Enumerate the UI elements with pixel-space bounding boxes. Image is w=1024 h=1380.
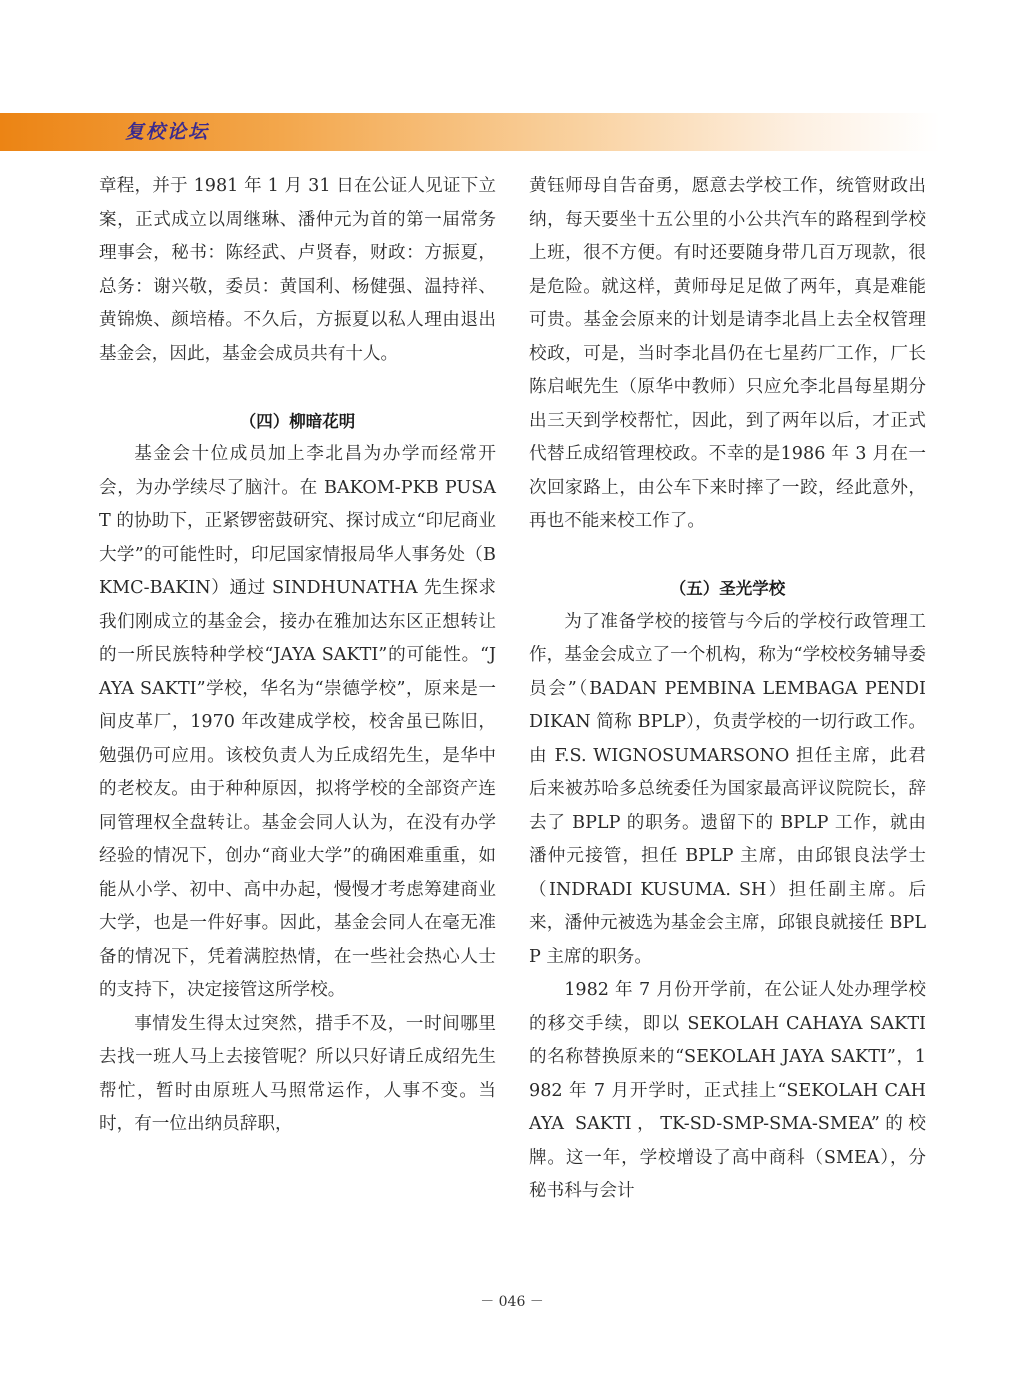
paragraph: 1982 年 7 月份开学前，在公证人处办理学校的移交手续，即以 SEKOLAH CAHAYA SAKTI 的名称替换原来的“SEKOLAH JAYA SAKTI”，1982 年 7 月开学时，正式挂上“SEKOLAH CAHAYA SAKTI，TK-SD-SMP-SMA-SMEA”的校牌。这一年，学校增设了高中商科（SMEA），分秘书科与会计	[529, 980, 926, 1201]
paragraph: 黄钰师母自告奋勇，愿意去学校工作，统管财政出纳，每天要坐十五公里的小公共汽车的路程到学校上班，很不方便。有时还要随身带几百万现款，很是危险。就这样，黄师母足足做了两年，真是难能可贵。基金会原来的计划是请李北昌上去全权管理校政，可是，当时李北昌仍在七星药厂工作，厂长陈启岷先生（原华中教师）只应允李北昌每星期分出三天到学校帮忙，因此，到了两年以后，才正式代替丘成绍管理校政。不幸的是1986 年 3 月在一次回家路上，由公车下来时摔了一跤，经此意外，再也不能来校工作了。	[529, 176, 926, 531]
section-heading: （四）柳暗花明	[239, 411, 356, 431]
paragraph: 为了准备学校的接管与今后的学校行政管理工作，基金会成立了一个机构，称为“学校校务辅导委员会”（BADAN PEMBINA LEMBAGA PENDIDIKAN 简称 BPLP），负责学校的一切行政工作。由 F.S. WIGNOSUMARSONO 担任主席，此君后来被苏哈多总统委任为国家最高评议院院长，辞去了 BPLP 的职务。遗留下的 BPLP 工作，就由潘仲元接管，担任 BPLP 主席，由邱银良法学士（INDRADI KUSUMA. SH）担任副主席。后来，潘仲元被选为基金会主席，邱银良就接任 BPLP 主席的职务。	[529, 611, 926, 967]
section-heading: （五）圣光学校	[669, 579, 786, 598]
left-column	[99, 170, 496, 1142]
section-title: 复校论坛	[125, 121, 210, 143]
paragraph: 章程，并于 1981 年 1 月 31 日在公证人见证下立案，正式成立以周继琳、潘仲元为首的第一届常务理事会，秘书：陈经武、卢贤春，财政：方振夏，总务：谢兴敬，委员：黄国利、杨健强、温持祥、黄锦焕、颜培椿。不久后，方振夏以私人理由退出基金会，因此，基金会成员共有十人。	[99, 176, 496, 364]
paragraph: 基金会十位成员加上李北昌为办学而经常开会，为办学续尽了脑汁。在 BAKOM-PKB PUSAT 的协助下，正紧锣密鼓研究、探讨成立“印尼商业大学”的可能性时，印尼国家情报局华人事务处（BKMC-BAKIN）通过 SINDHUNATHA 先生探求我们刚成立的基金会，接办在雅加达东区正想转让的一所民族特种学校“JAYA SAKTI”的可能性。“JAYA SAKTI”学校，华名为“崇德学校”，原来是一间皮革厂，1970 年改建成学校，校舍虽已陈旧，勉强仍可应用。该校负责人为丘成绍先生，是华中的老校友。由于种种原因，拟将学校的全部资产连同管理权全盘转让。基金会同人认为，在没有办学经验的情况下，创办“商业大学”的确困难重重，如能从小学、初中、高中办起，慢慢才考虑筹建商业大学，也是一件好事。因此，基金会同人在毫无准备的情况下，凭着满腔热情，在一些社会热心人士的支持下，决定接管这所学校。	[99, 444, 496, 1000]
page-number: － 046 －	[480, 1294, 544, 1310]
paragraph-gap	[99, 371, 496, 405]
right-column	[529, 170, 926, 1209]
paragraph-gap	[529, 539, 926, 573]
paragraph: 事情发生得太过突然，措手不及，一时间哪里去找一班人马上去接管呢？所以只好请丘成绍先生帮忙，暂时由原班人马照常运作，人事不变。当时，有一位出纳员辞职，	[99, 1013, 496, 1134]
